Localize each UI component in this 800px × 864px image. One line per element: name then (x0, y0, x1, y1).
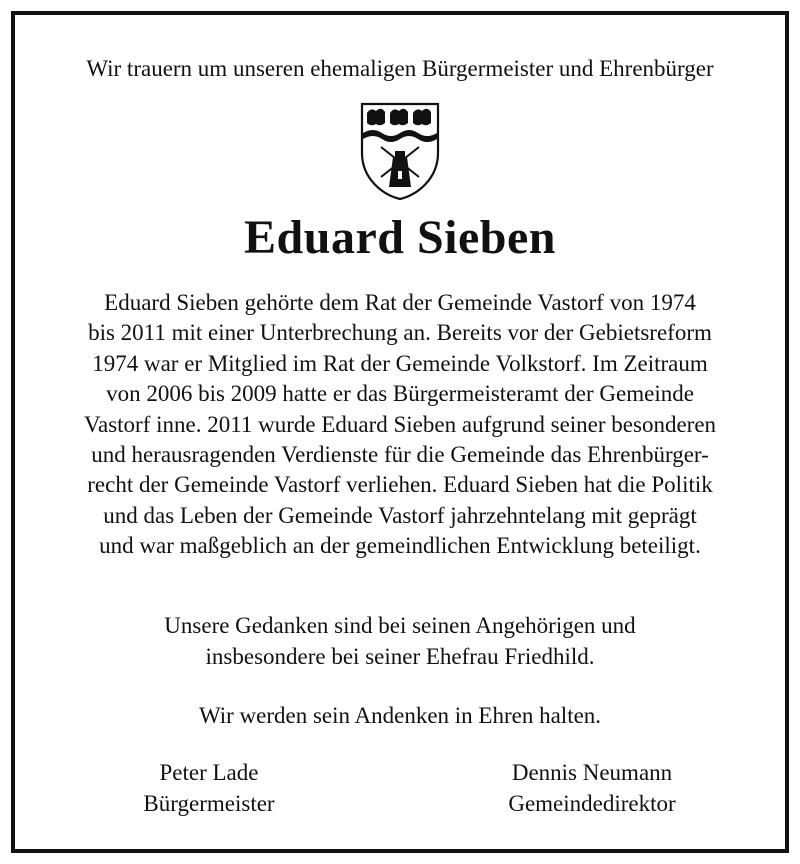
biography-line: Vastorf inne. 2011 wurde Eduard Sieben aufgrund seiner besonderen (83, 411, 717, 437)
signature-block-director (462, 757, 722, 819)
intro-line: Wir trauern um unseren ehemaligen Bürgermeister und Ehrenbürger (86, 56, 714, 81)
signatory-name: Peter Lade (159, 760, 259, 785)
biography-line: und war maßgeblich an der gemeindlichen Entwicklung beteiligt. (99, 533, 701, 559)
coat-of-arms-icon (357, 101, 443, 201)
condolence-line: Unsere Gedanken sind bei seinen Angehörigen und (164, 613, 636, 638)
biography-paragraph (0, 288, 800, 562)
deceased-name: Eduard Sieben (244, 211, 556, 264)
biography-line: von 2006 bis 2009 hatte er das Bürgermeisteramt der Gemeinde (106, 381, 694, 407)
biography-line: Eduard Sieben gehörte dem Rat der Gemeinde Vastorf von 1974 (104, 290, 696, 315)
biography-line: und herausragenden Verdienste für die Gemeinde das Ehrenbürger- (91, 442, 709, 468)
condolence-paragraph (0, 610, 800, 672)
biography-line: bis 2011 mit einer Unterbrechung an. Bereits vor der Gebietsreform (88, 320, 712, 346)
closing-line: Wir werden sein Andenken in Ehren halten. (198, 703, 602, 728)
signatory-title: Bürgermeister (143, 791, 275, 816)
signatory-name: Dennis Neumann (511, 760, 673, 785)
signature-block-mayor (79, 757, 339, 819)
signatory-title: Gemeindedirektor (508, 791, 676, 816)
biography-line: und das Leben der Gemeinde Vastorf jahrzehntelang mit geprägt (103, 502, 697, 528)
biography-line: 1974 war er Mitglied im Rat der Gemeinde Volkstorf. Im Zeitraum (92, 350, 708, 376)
biography-line: recht der Gemeinde Vastorf verliehen. Eduard Sieben hat die Politik (87, 472, 713, 498)
condolence-line: insbesondere bei seiner Ehefrau Friedhild. (205, 644, 595, 669)
